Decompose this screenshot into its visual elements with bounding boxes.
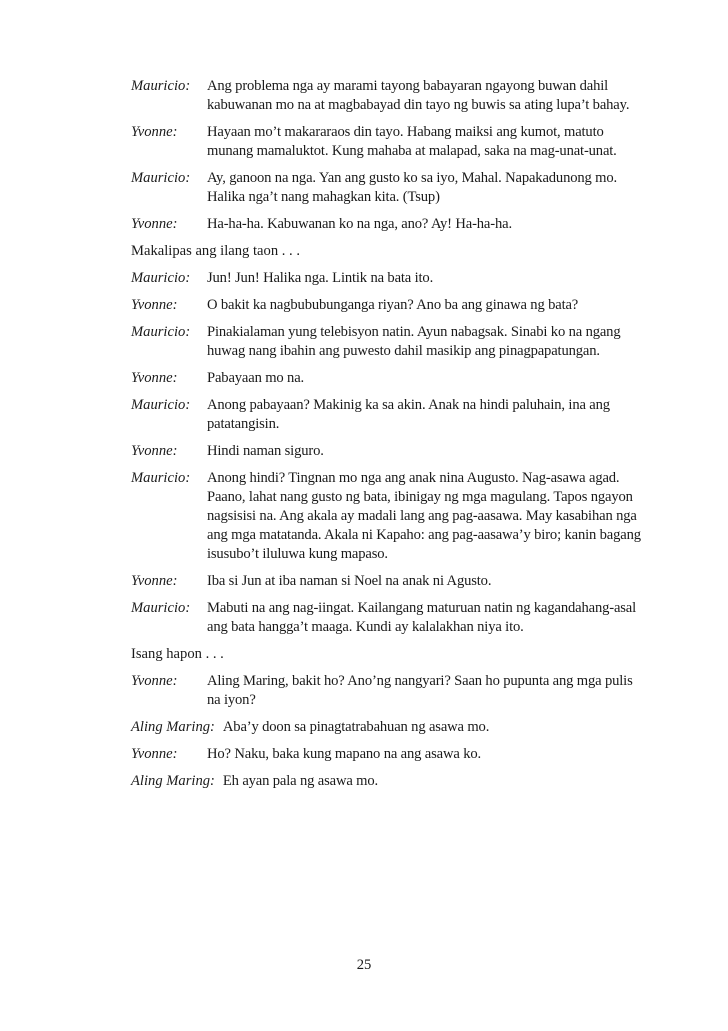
dialogue-line	[131, 772, 643, 791]
speaker-name: Yvonne:	[131, 443, 178, 459]
dialogue-line	[131, 123, 643, 161]
dialogue-line	[131, 77, 643, 115]
dialogue-line	[131, 296, 643, 315]
speech-text: O bakit ka nagbububunganga riyan? Ano ba ang ginawa ng bata?	[207, 297, 579, 313]
speaker-name: Mauricio:	[131, 470, 191, 486]
speech-text: Hayaan mo’t makararaos din tayo. Habang maiksi ang kumot, matuto munang mamaluktot. Kung mahaba at malapad, saka na mag-unat-unat.	[207, 124, 617, 159]
dialogue-line	[131, 369, 643, 388]
speaker-name: Yvonne:	[131, 124, 178, 140]
speech-text: Ho? Naku, baka kung mapano na ang asawa ko.	[207, 746, 481, 762]
speech-text: Mabuti na ang nag-iingat. Kailangang maturuan natin ng kagandahang-asal ang bata hangga’t maaga. Kundi ay kalalakhan niya ito.	[207, 600, 637, 635]
speaker-name: Aling Maring:	[131, 719, 215, 735]
speaker-name: Mauricio:	[131, 78, 191, 94]
dialogue-line	[131, 323, 643, 361]
speech-text: Ay, ganoon na nga. Yan ang gusto ko sa iyo, Mahal. Napakadunong mo. Halika nga’t nang mahagkan kita. (Tsup)	[207, 170, 618, 205]
speaker-name: Mauricio:	[131, 270, 191, 286]
page-body	[131, 77, 643, 799]
dialogue-line	[131, 672, 643, 710]
speech-text: Jun! Jun! Halika nga. Lintik na bata ito.	[207, 270, 434, 286]
speaker-name: Yvonne:	[131, 216, 178, 232]
speech-text: Anong hindi? Tingnan mo nga ang anak nina Augusto. Nag-asawa agad. Paano, lahat nang gusto ng bata, ibinigay ng mga magulang. Tapos ngayon nagsisisi na. Ang akala ay madali lang ang pag-aasawa. May kasabihan nga ang mga matatanda. Akala ni Kapaho: ang pag-aasawa’y biro; kanin bagang isusubo’t iluluwa kung mapaso.	[207, 470, 641, 562]
speech-text: Ang problema nga ay marami tayong babayaran ngayong buwan dahil kabuwanan mo na at magbabayad din tayo ng buwis sa ating lupa’t bahay.	[207, 78, 630, 113]
speaker-name: Yvonne:	[131, 673, 178, 689]
speech-text: Iba si Jun at iba naman si Noel na anak ni Agusto.	[207, 573, 492, 589]
speaker-name: Yvonne:	[131, 746, 178, 762]
narration: Isang hapon . . .	[131, 646, 224, 662]
dialogue-line	[131, 396, 643, 434]
speech-text: Pabayaan mo na.	[207, 370, 305, 386]
dialogue-line	[131, 718, 643, 737]
dialogue-line	[131, 269, 643, 288]
dialogue-line	[131, 599, 643, 637]
speaker-name: Aling Maring:	[131, 773, 215, 789]
speaker-name: Mauricio:	[131, 324, 191, 340]
narration: Makalipas ang ilang taon . . .	[131, 243, 301, 259]
dialogue-line	[131, 745, 643, 764]
speaker-name: Mauricio:	[131, 600, 191, 616]
speech-text: Anong pabayaan? Makinig ka sa akin. Anak na hindi paluhain, ina ang patatangisin.	[207, 397, 610, 432]
speech-text: Eh ayan pala ng asawa mo.	[222, 773, 379, 789]
speaker-name: Mauricio:	[131, 170, 191, 186]
dialogue-line	[131, 169, 643, 207]
dialogue-line	[131, 215, 643, 234]
dialogue-line	[131, 469, 643, 564]
speaker-name: Yvonne:	[131, 297, 178, 313]
speaker-name: Yvonne:	[131, 573, 178, 589]
speech-text: Pinakialaman yung telebisyon natin. Ayun nabagsak. Sinabi ko na ngang huwag nang ibahin ang puwesto dahil masikip ang pinagpapatungan.	[207, 324, 621, 359]
dialogue-line	[131, 572, 643, 591]
speech-text: Ha-ha-ha. Kabuwanan ko na nga, ano? Ay! Ha-ha-ha.	[207, 216, 512, 232]
speaker-name: Yvonne:	[131, 370, 178, 386]
speech-text: Aling Maring, bakit ho? Ano’ng nangyari? Saan ho pupunta ang mga pulis na iyon?	[207, 673, 633, 708]
dialogue-line	[131, 442, 643, 461]
speech-text: Aba’y doon sa pinagtatrabahuan ng asawa mo.	[222, 719, 490, 735]
page-number: 25	[356, 957, 372, 973]
speaker-name: Mauricio:	[131, 397, 191, 413]
speech-text: Hindi naman siguro.	[207, 443, 324, 459]
